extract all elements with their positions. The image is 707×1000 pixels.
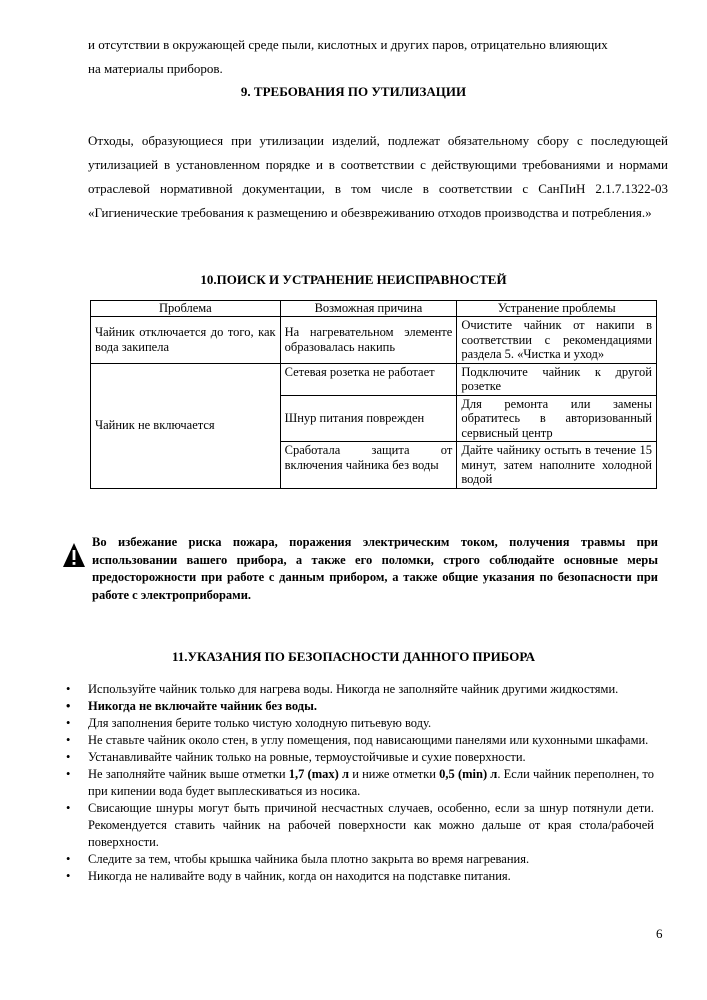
fix-cell: Подключите чайник к другой розетке <box>457 363 657 395</box>
bullet: • <box>66 750 71 764</box>
header-problem: Проблема <box>91 301 281 317</box>
list-item <box>66 766 654 800</box>
table-row <box>91 317 657 364</box>
list-item-text: Следите за тем, чтобы крышка чайника была плотно закрыта во время нагревания. <box>88 852 530 866</box>
problem-cell: Чайник не включается <box>91 363 281 488</box>
header-cause: Возможная причина <box>280 301 457 317</box>
fix-cell: Очистите чайник от накипи в соответствии с рекомендациями раздела 5. «Чистка и уход» <box>457 317 657 364</box>
section-9-text: Отходы, образующиеся при утилизации изделий, подлежат обязательному сбору с последующей утилизацией в установленном порядке и в соответствии с действующими требованиями и нормами отраслевой нормативной документации, в том числе в соответствии с СанПиН 2.1.7.1322-03 «Гигиенические требования к размещению и обезвреживанию отходов производства и потребления.» <box>88 133 668 220</box>
section-9-title: 9. ТРЕБОВАНИЯ ПО УТИЛИЗАЦИИ <box>240 84 467 99</box>
list-item <box>66 732 654 749</box>
table-row <box>91 363 657 395</box>
safety-warning: Во избежание риска пожара, поражения электрическим током, получения травмы при использовании вашего прибора, а также его поломки, строго соблюдайте основные меры предосторожности при работе с данным прибором, а также общие указания по безопасности при работе с электроприборами. <box>92 535 658 602</box>
bullet: • <box>66 869 71 883</box>
section-11-title: 11.УКАЗАНИЯ ПО БЕЗОПАСНОСТИ ДАННОГО ПРИБОРА <box>171 649 536 664</box>
list-item <box>66 800 654 851</box>
intro-line-1: и отсутствии в окружающей среде пыли, кислотных и других паров, отрицательно влияющих <box>88 37 608 52</box>
section-10-title: 10.ПОИСК И УСТРАНЕНИЕ НЕИСПРАВНОСТЕЙ <box>200 272 507 287</box>
list-item-text: Никогда не наливайте воду в чайник, когда он находится на подставке питания. <box>88 869 511 883</box>
header-fix: Устранение проблемы <box>457 301 657 317</box>
list-item <box>66 851 654 868</box>
max-mark: 1,7 (max) л <box>288 767 349 781</box>
page-number: 6 <box>656 926 663 941</box>
bullet: • <box>66 699 71 713</box>
list-item-text: Для заполнения берите только чистую холодную питьевую воду. <box>88 716 432 730</box>
list-item-text: Используйте чайник только для нагрева воды. Никогда не заполняйте чайник другими жидкостями. <box>88 682 619 696</box>
list-item-text: Не ставьте чайник около стен, в углу помещения, под нависающими панелями или кухонными шкафами. <box>88 733 649 747</box>
fix-cell: Дайте чайнику остыть в течение 15 минут, затем наполните холодной водой <box>457 442 657 489</box>
list-item-text: Свисающие шнуры могут быть причиной несчастных случаев, особенно, если за шнур потянули дети. Рекомендуется ставить чайник на рабочей поверхности как можно дальше от края стола/рабочей поверхности. <box>88 801 654 849</box>
list-item <box>66 681 654 698</box>
safety-list <box>66 681 654 885</box>
problem-cell: Чайник отключается до того, как вода закипела <box>91 317 281 364</box>
cause-cell: Сработала защита от включения чайника без воды <box>280 442 457 489</box>
list-item <box>66 715 654 732</box>
list-item <box>66 868 654 885</box>
list-item-text: Никогда не включайте чайник без воды. <box>88 699 317 713</box>
bullet: • <box>66 801 71 815</box>
cause-cell: Сетевая розетка не работает <box>280 363 457 395</box>
list-item-text: и ниже отметки <box>349 767 440 781</box>
list-item-text: Устанавливайте чайник только на ровные, термоустойчивые и сухие поверхности. <box>88 750 526 764</box>
fix-cell: Для ремонта или замены обратитесь в авторизованный сервисный центр <box>457 395 657 442</box>
list-item-text: . Если чайник переполнен, то при кипении вода будет выплескиваться из носика. <box>88 767 654 798</box>
bullet: • <box>66 733 71 747</box>
list-item <box>66 749 654 766</box>
min-mark: 0,5 (min) л <box>439 767 498 781</box>
bullet: • <box>66 852 71 866</box>
troubleshooting-table <box>90 300 657 489</box>
intro-line-2: на материалы приборов. <box>88 61 223 76</box>
list-item <box>66 698 654 715</box>
list-item-text: Не заполняйте чайник выше отметки <box>88 767 289 781</box>
cause-cell: Шнур питания поврежден <box>280 395 457 442</box>
table-header-row <box>91 301 657 317</box>
bullet: • <box>66 682 71 696</box>
bullet: • <box>66 767 71 781</box>
bullet: • <box>66 716 71 730</box>
warning-triangle-icon <box>62 542 86 568</box>
cause-cell: На нагревательном элементе образовалась накипь <box>280 317 457 364</box>
